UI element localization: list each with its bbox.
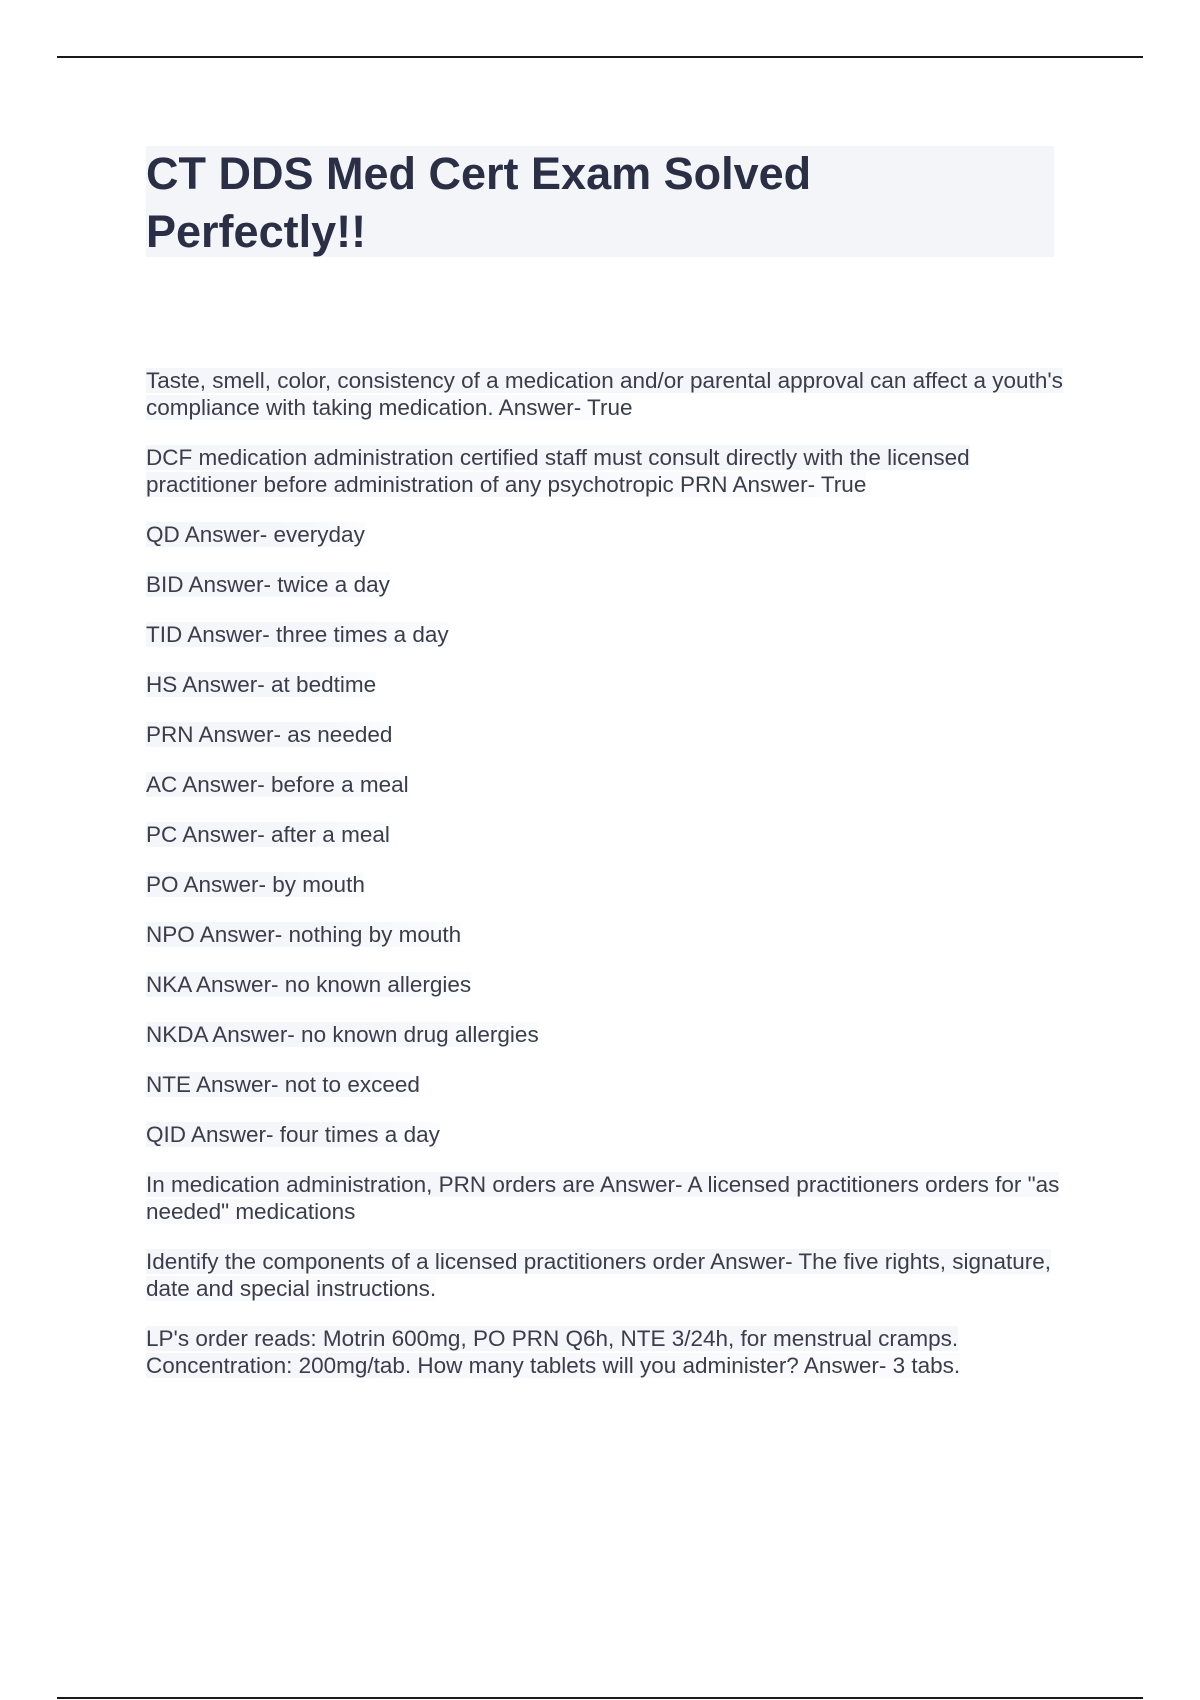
qa-text: AC Answer- before a meal <box>146 772 409 797</box>
qa-text: LP's order reads: Motrin 600mg, PO PRN Q6h, NTE 3/24h, for menstrual cramps. Concentration: 200mg/tab. How many tablets will you administer? Answer- 3 tabs. <box>146 1326 961 1378</box>
qa-text: NPO Answer- nothing by mouth <box>146 922 462 947</box>
qa-text: HS Answer- at bedtime <box>146 672 377 697</box>
header-rule <box>57 56 1143 58</box>
qa-item <box>146 921 1066 948</box>
qa-item <box>146 571 1066 598</box>
qa-item <box>146 1325 1066 1379</box>
page-title: CT DDS Med Cert Exam Solved Perfectly!! <box>146 148 812 257</box>
qa-text: PRN Answer- as needed <box>146 722 393 747</box>
qa-text: NKDA Answer- no known drug allergies <box>146 1022 539 1047</box>
footer-rule <box>57 1697 1143 1699</box>
qa-text: Taste, smell, color, consistency of a medication and/or parental approval can affect a youth's compliance with taking medication. Answer- True <box>146 368 1063 420</box>
qa-item <box>146 367 1066 421</box>
qa-item <box>146 821 1066 848</box>
qa-text: TID Answer- three times a day <box>146 622 449 647</box>
qa-text: In medication administration, PRN orders are Answer- A licensed practitioners orders for "as needed" medications <box>146 1172 1060 1224</box>
qa-text: QID Answer- four times a day <box>146 1122 440 1147</box>
qa-item <box>146 671 1066 698</box>
qa-item <box>146 1071 1066 1098</box>
qa-item <box>146 1171 1066 1225</box>
qa-item <box>146 1021 1066 1048</box>
qa-text: BID Answer- twice a day <box>146 572 390 597</box>
qa-text: NTE Answer- not to exceed <box>146 1072 420 1097</box>
qa-text: PO Answer- by mouth <box>146 872 365 897</box>
qa-text: NKA Answer- no known allergies <box>146 972 472 997</box>
qa-item <box>146 1121 1066 1148</box>
qa-item <box>146 971 1066 998</box>
qa-text: Identify the components of a licensed practitioners order Answer- The five rights, signature, date and special instructions. <box>146 1249 1052 1301</box>
qa-item <box>146 721 1066 748</box>
qa-item <box>146 521 1066 548</box>
qa-item <box>146 444 1066 498</box>
qa-list <box>146 367 1066 1402</box>
qa-text: PC Answer- after a meal <box>146 822 390 847</box>
qa-text: DCF medication administration certified staff must consult directly with the licensed practitioner before administration of any psychotropic PRN Answer- True <box>146 445 970 497</box>
qa-item <box>146 621 1066 648</box>
qa-item <box>146 871 1066 898</box>
qa-item <box>146 1248 1066 1302</box>
qa-text: QD Answer- everyday <box>146 522 365 547</box>
qa-item <box>146 771 1066 798</box>
